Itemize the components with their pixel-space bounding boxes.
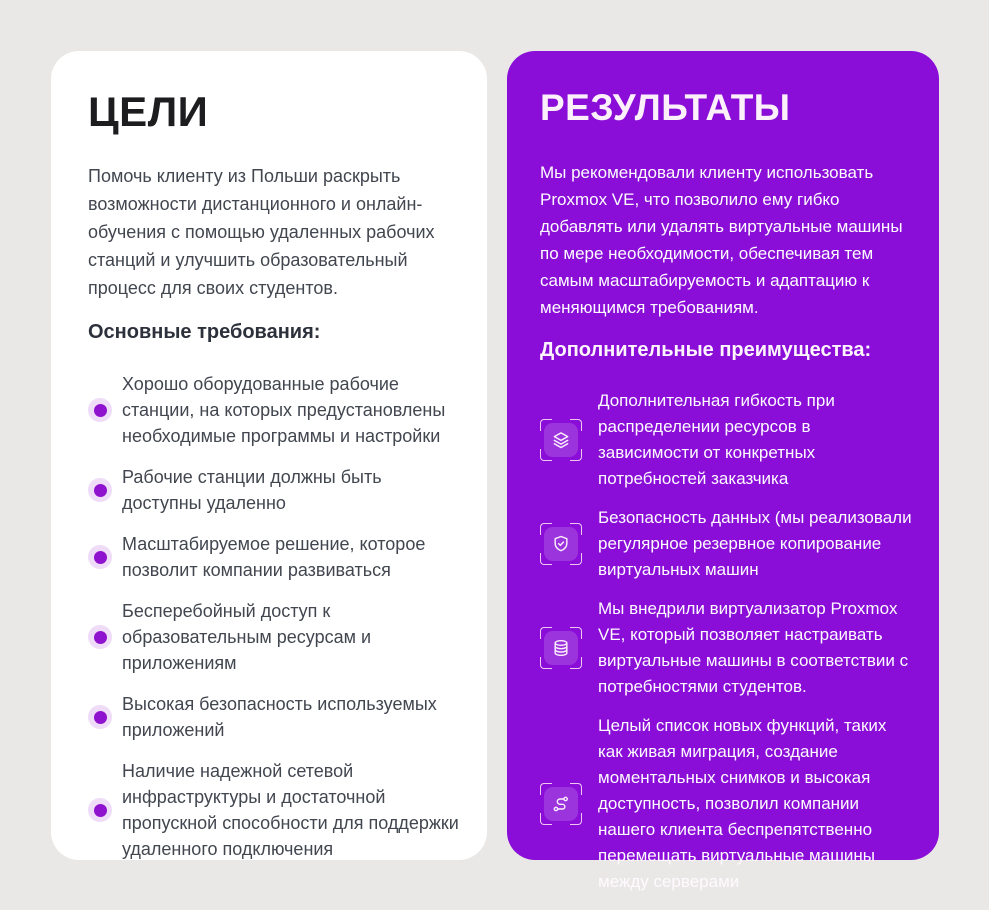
goals-intro: Помочь клиенту из Польши раскрыть возможности дистанционного и онлайн-обучения с помощью удаленных рабочих станций и улучшить образовательный процесс для своих студентов. [88,166,435,298]
benefit-text: Мы внедрили виртуализатор Proxmox VE, который позволяет настраивать виртуальные машины в соответствии с потребностями студентов. [598,599,909,696]
requirement-text: Высокая безопасность используемых приложений [122,694,437,740]
benefit-text: Целый список новых функций, таких как живая миграция, создание моментальных снимков и высокая доступность, позволил компании нашего клиента беспрепятственно перемещать виртуальные машины между серверами [598,716,887,891]
bullet-dot-icon [88,478,112,502]
requirement-item [88,758,461,862]
benefit-item [540,596,912,700]
route-icon [540,783,582,825]
goals-card [51,51,487,860]
requirement-text: Наличие надежной сетевой инфраструктуры и достаточной пропускной способности для поддержки удаленного подключения [122,761,459,859]
requirement-item [88,531,461,583]
goals-title: ЦЕЛИ [88,88,209,135]
shield-check-icon [540,523,582,565]
benefit-text: Безопасность данных (мы реализовали регулярное резервное копирование виртуальных машин [598,508,912,579]
requirement-item [88,691,461,743]
requirement-text: Бесперебойный доступ к образовательным ресурсам и приложениям [122,601,372,673]
bullet-dot-icon [88,625,112,649]
database-icon [540,627,582,669]
benefit-text: Дополнительная гибкость при распределении ресурсов в зависимости от конкретных потребностей заказчика [598,391,835,488]
requirement-item [88,598,461,676]
benefit-item [540,505,912,583]
requirements-heading: Основные требования: [88,321,321,343]
bullet-dot-icon [88,545,112,569]
requirement-text: Рабочие станции должны быть доступны удаленно [122,467,382,513]
benefit-item [540,713,912,895]
requirement-text: Масштабируемое решение, которое позволит компании развиваться [122,534,426,580]
bullet-dot-icon [88,398,112,422]
benefits-list [540,388,913,895]
bullet-dot-icon [88,705,112,729]
bullet-dot-icon [88,798,112,822]
benefits-heading: Дополнительные преимущества: [540,339,872,361]
layers-icon [540,419,582,461]
results-card [507,51,939,891]
results-intro: Мы рекомендовали клиенту использовать Proxmox VE, что позволило ему гибко добавлять или удалять виртуальные машины по мере необходимости, обеспечивая тем самым масштабируемость и адаптацию к меняющимся требованиям. [540,163,903,317]
requirements-list [88,371,461,862]
requirement-item [88,371,461,449]
results-title: РЕЗУЛЬТАТЫ [540,87,791,128]
benefit-item [540,388,912,492]
requirement-text: Хорошо оборудованные рабочие станции, на которых предустановлены необходимые программы и настройки [122,374,446,446]
requirement-item [88,464,461,516]
